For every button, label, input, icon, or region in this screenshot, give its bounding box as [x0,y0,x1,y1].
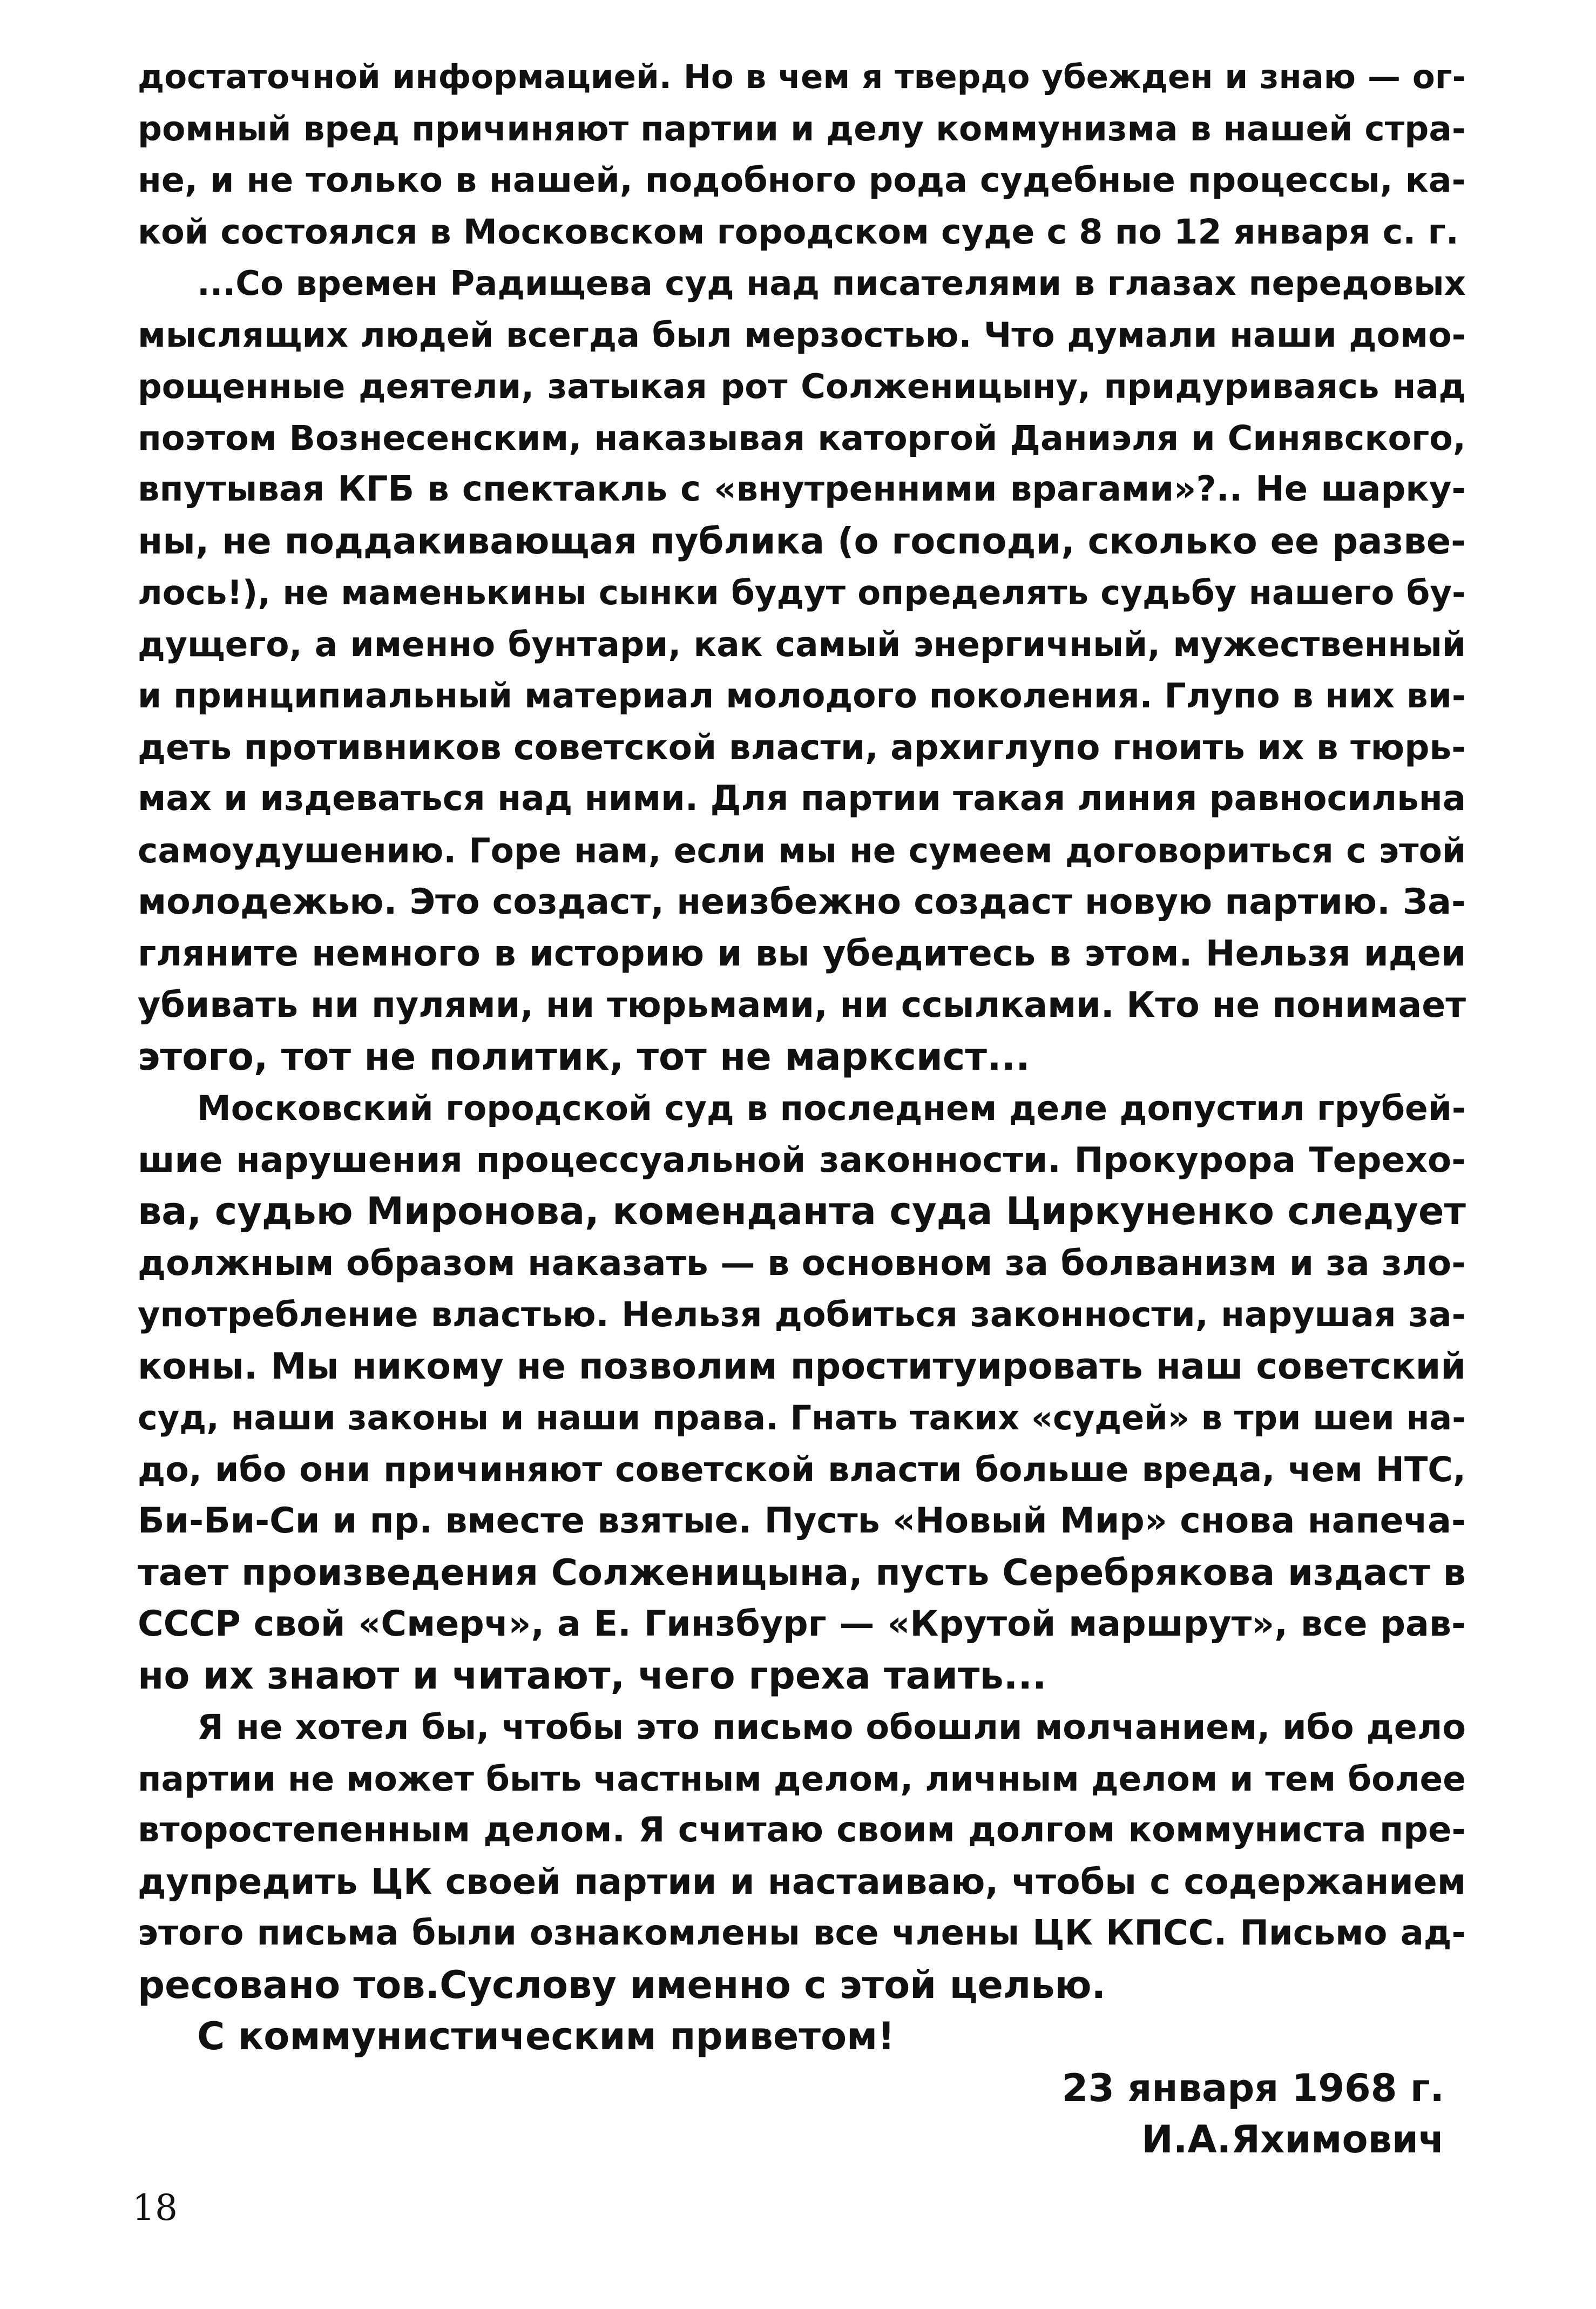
signature-name: И.А.Яхимович [1141,2117,1444,2162]
text-line: суд, наши законы и наши права. Гнать таких «судей» в три шеи на- [138,1398,1466,1437]
text-line: этого письма были ознакомлены все члены ЦК КПСС. Письмо ад- [138,1913,1466,1953]
text-line: лось!), не маменькины сынки будут определять судьбу нашего бу- [138,573,1466,612]
text-line: самоудушению. Горе нам, если мы не сумеем договориться с этой [138,831,1466,870]
text-line: не, и не только в нашей, подобного рода судебные процессы, ка- [138,160,1466,200]
paragraph-3 [138,1083,1466,1702]
text-line: шие нарушения процессуальной законности. Прокурора Терехо- [138,1139,1466,1180]
text-line: Московский городской суд в последнем деле допустил грубей- [197,1089,1466,1128]
text-line: ресовано тов.Суслову именно с этой целью. [138,1962,1106,2007]
text-line: гляните немного в историю и вы убедитесь в этом. Нельзя идеи [138,933,1466,974]
text-line: должным образом наказать — в основном за болванизм и за зло- [138,1243,1466,1284]
text-line: ромный вред причиняют партии и делу коммунизма в нашей стра- [138,109,1466,148]
signature-date: 23 января 1968 г. [1061,2065,1444,2110]
text-line: молодежью. Это создаст, неизбежно создаст новую партию. За- [138,882,1466,922]
closing-paragraph [138,2011,1466,2063]
text-line: достаточной информацией. Но в чем я твердо убежден и знаю — ог- [138,58,1466,96]
text-line: употребление властью. Нельзя добиться законности, нарушая за- [138,1294,1466,1334]
text-line: этого, тот не политик, тот не марксист... [138,1034,1030,1079]
text-line: Я не хотел бы, чтобы это письмо обошли молчанием, ибо дело [197,1707,1466,1747]
text-line: дупредить ЦК своей партии и настаиваю, чтобы с содержанием [138,1861,1466,1902]
text-line: и принципиальный материал молодого поколения. Глупо в них ви- [138,676,1466,715]
document-page [138,51,1466,2166]
text-line: убивать ни пулями, ни тюрьмами, ни ссылками. Кто не понимает [138,985,1466,1025]
text-line: мыслящих людей всегда был мерзостью. Что думали наши домо- [138,314,1466,355]
text-line: коны. Мы никому не позволим проституировать наш советский [138,1345,1466,1387]
text-line: но их знают и читают, чего греха таить... [138,1653,1047,1698]
page-number: 18 [132,2187,178,2229]
text-line: мах и издеваться над ними. Для партии такая линия равносильна [138,779,1466,819]
text-line: дущего, а именно бунтари, как самый энергичный, мужественный [138,624,1466,664]
text-line: СССР свой «Смерч», а Е. Гинзбург — «Крутой маршрут», все рав- [138,1604,1466,1644]
paragraph-4 [138,1702,1466,2011]
text-line: Би-Би-Си и пр. вместе взятые. Пусть «Новый Мир» снова напеча- [138,1501,1466,1541]
text-line: партии не может быть частным делом, личным делом и тем более [138,1759,1466,1799]
closing-line: С коммунистическим приветом! [197,2014,895,2058]
text-line: рощенные деятели, затыкая рот Солженицыну, придуриваясь над [138,367,1466,406]
text-line: тает произведения Солженицына, пусть Серебрякова издаст в [138,1551,1466,1594]
text-line: деть противников советской власти, архиглупо гноить их в тюрь- [138,727,1466,768]
text-line: впутывая КГБ в спектакль с «внутренними врагами»?.. Не шарку- [138,469,1466,509]
text-line: поэтом Вознесенским, наказывая каторгой Даниэля и Синявского, [138,417,1466,458]
text-line: кой состоялся в Московском городском суде с 8 по 12 января с. г. [138,211,1459,252]
text-line: до, ибо они причиняют советской власти больше вреда, чем НТС, [138,1449,1466,1489]
text-line: ва, судью Миронова, коменданта суда Циркуненко следует [138,1189,1466,1233]
signature-block [138,2063,1466,2166]
text-line: ны, не поддакивающая публика (о господи, сколько ее разве- [138,519,1466,562]
paragraph-2 [138,258,1466,1083]
paragraph-1 [138,51,1466,258]
text-line: второстепенным делом. Я считаю своим долгом коммуниста пре- [138,1810,1466,1850]
text-line: ...Со времен Радищева суд над писателями в глазах передовых [197,264,1466,303]
